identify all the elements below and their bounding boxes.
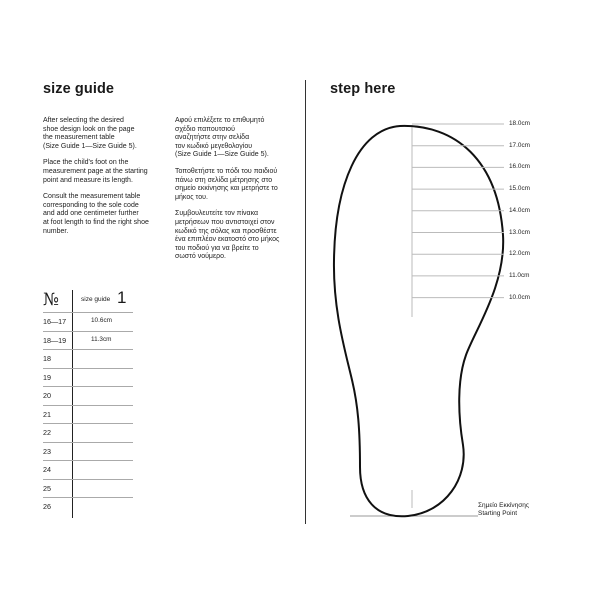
foot-sole-outline <box>334 126 503 516</box>
line: σημείο εκκίνησης και μετρήστε το <box>175 185 278 193</box>
line: (Size Guide 1—Size Guide 5). <box>175 151 269 159</box>
table-row-size: 25 <box>43 483 51 493</box>
table-row-size: 16—17 <box>43 317 67 326</box>
starting-point-english: Starting Point <box>478 510 518 517</box>
line: After selecting the desired <box>43 117 124 124</box>
starting-point-label <box>478 502 529 518</box>
size-guide-title: size guide <box>43 81 115 97</box>
table-header-number: 1 <box>117 288 127 307</box>
line: measurement page at the starting <box>43 167 148 175</box>
ruler-lines <box>412 124 504 298</box>
table-row-size: 20 <box>43 391 51 400</box>
table-row-size: 18—19 <box>43 335 67 345</box>
line: the measurement table <box>43 134 115 142</box>
step-here-title: step here <box>330 81 396 97</box>
line: του ποδιού για να βρείτε το <box>175 244 259 252</box>
table-row-size: 22 <box>43 428 51 437</box>
line: (Size Guide 1—Size Guide 5). <box>43 142 137 150</box>
line: shoe design look on the page <box>43 125 135 133</box>
ruler-label: 14.0cm <box>509 206 530 214</box>
line: τον κωδικό μεγεθολογίου <box>175 142 253 150</box>
ruler-label: 17.0cm <box>509 141 530 149</box>
line: σωστό νούμερο. <box>175 253 226 261</box>
ruler-label: 11.0cm <box>509 271 530 279</box>
line: σχέδιο παπουτσιού <box>175 125 235 133</box>
line: πάνω στη σελίδα μέτρησης στο <box>175 176 273 184</box>
table-row-cm: 11.3cm <box>91 335 112 343</box>
table-row-size: 23 <box>43 446 51 456</box>
starting-point-greek: Σημείο Εκκίνησης <box>478 502 530 509</box>
line: number. <box>43 227 69 235</box>
line: Place the child's foot on the <box>43 159 129 167</box>
line: at foot length to find the right shoe <box>43 218 149 226</box>
ruler-label: 15.0cm <box>509 185 530 193</box>
line: point and measure its length. <box>43 176 133 184</box>
line: and add one centimeter further <box>43 210 139 218</box>
line: Consult the measurement table <box>43 193 141 201</box>
line: corresponding to the sole code <box>43 201 139 209</box>
line: ένα επιπλέον εκατοστό στο μήκος <box>175 236 280 244</box>
line: κωδικό της σόλας και προσθέστε <box>175 227 277 235</box>
ruler-label: 18.0cm <box>509 120 530 127</box>
line: Συμβουλευτείτε τον πίνακα <box>175 210 259 218</box>
ruler-label: 10.0cm <box>509 293 530 301</box>
table-row-cm: 10.6cm <box>91 317 112 324</box>
line: μετρήσεων που αντιστοιχεί στον <box>175 218 275 226</box>
table-row-size: 26 <box>43 502 51 511</box>
line: Αφού επιλέξετε το επιθυμητό <box>175 117 265 124</box>
table-number-symbol: № <box>43 290 60 310</box>
line: Τοποθετήστε το πόδι του παιδιού <box>175 167 278 175</box>
table-row-size: 19 <box>43 372 51 382</box>
line: αναζητήστε στην σελίδα <box>175 134 250 142</box>
table-header-label: size guide <box>81 296 111 303</box>
ruler-label: 16.0cm <box>509 163 530 171</box>
ruler-label: 13.0cm <box>509 228 530 236</box>
ruler-label: 12.0cm <box>509 250 530 258</box>
table-row-size: 24 <box>43 465 51 474</box>
table-row-size: 21 <box>43 409 51 419</box>
line: μήκος του. <box>175 193 208 201</box>
table-row-size: 18 <box>43 354 51 363</box>
